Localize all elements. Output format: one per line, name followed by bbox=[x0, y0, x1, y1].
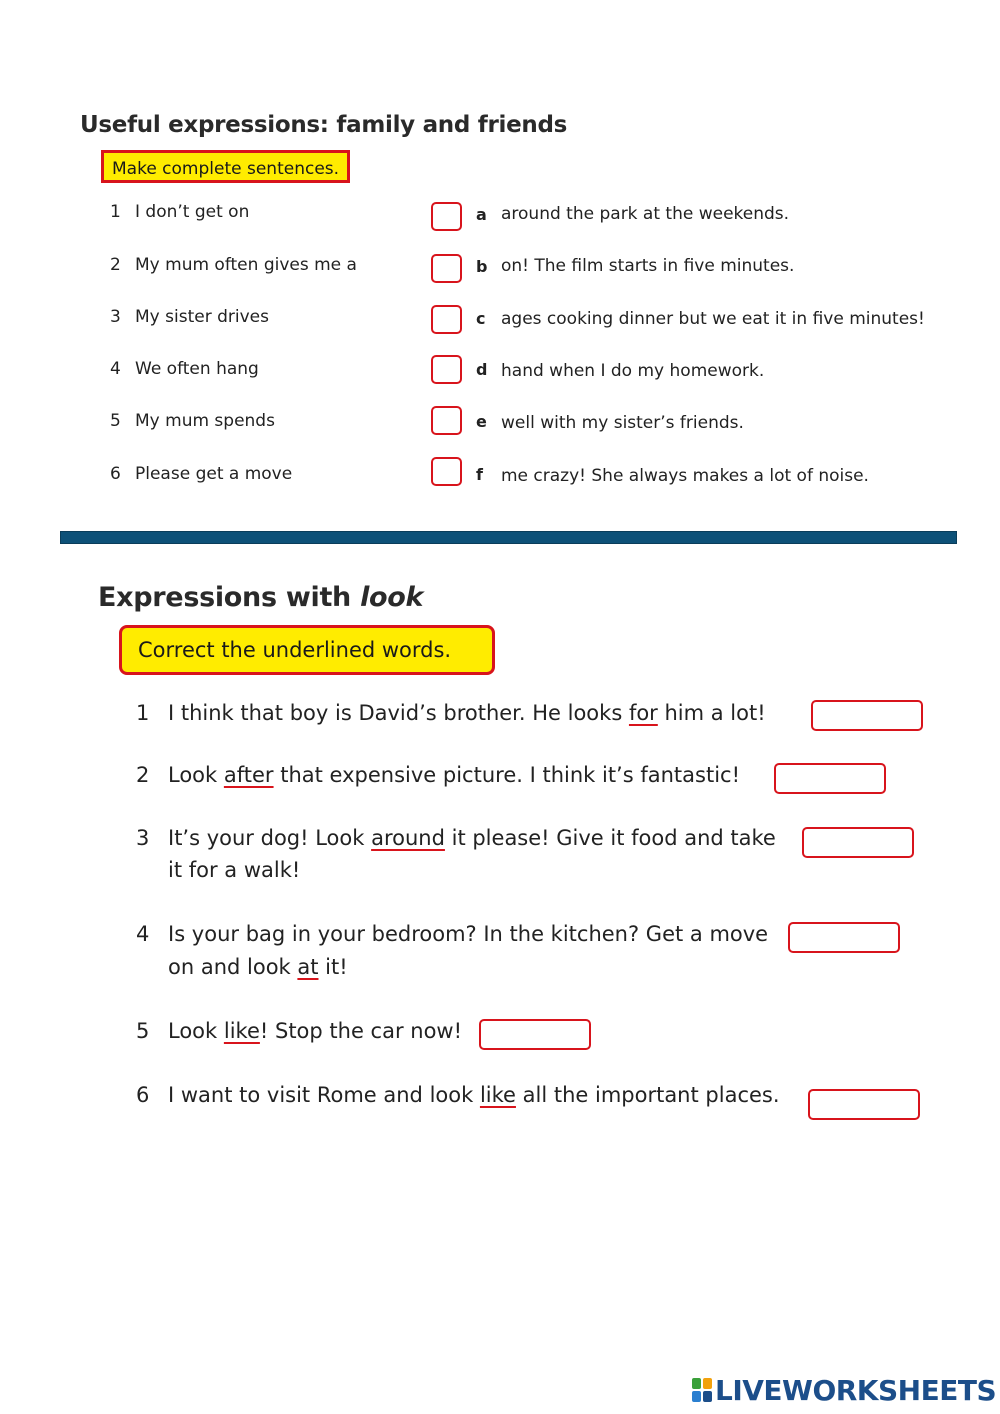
underlined-word: for bbox=[628, 701, 658, 725]
underlined-word: after bbox=[223, 763, 274, 787]
logo-icon bbox=[692, 1378, 712, 1402]
sentence-start: My sister drives bbox=[135, 307, 269, 327]
answer-box-5[interactable] bbox=[431, 406, 462, 435]
item-number: 6 bbox=[110, 464, 121, 484]
liveworksheets-logo bbox=[692, 1375, 996, 1405]
underlined-word: around bbox=[371, 826, 445, 850]
sentence: Is your bag in your bedroom? In the kitchen? Get a move bbox=[168, 922, 769, 946]
sentence-start: Please get a move bbox=[135, 464, 293, 484]
sentence-start: We often hang bbox=[135, 359, 259, 379]
sentence-continuation: it for a walk! bbox=[168, 858, 301, 882]
ending-letter: a bbox=[476, 205, 487, 224]
answer-field-5[interactable] bbox=[479, 1019, 591, 1050]
underlined-word: like bbox=[479, 1083, 516, 1107]
item-number: 5 bbox=[110, 411, 121, 431]
sentence: Look after that expensive picture. I think it’s fantastic! bbox=[168, 763, 740, 787]
answer-box-6[interactable] bbox=[431, 457, 462, 486]
answer-field-1[interactable] bbox=[811, 700, 923, 731]
section1-title: Useful expressions: family and friends bbox=[80, 112, 567, 138]
section1-instruction: Make complete sentences. bbox=[101, 150, 350, 183]
sentence-ending: around the park at the weekends. bbox=[501, 204, 790, 224]
answer-box-3[interactable] bbox=[431, 305, 462, 334]
sentence-start: I don’t get on bbox=[135, 202, 250, 222]
item-number: 3 bbox=[110, 307, 121, 327]
logo-text: LIVEWORKSHEETS bbox=[715, 1373, 997, 1407]
section2-instruction: Correct the underlined words. bbox=[119, 625, 495, 675]
sentence: It’s your dog! Look around it please! Give it food and take bbox=[168, 826, 776, 850]
item-number: 5 bbox=[136, 1019, 150, 1043]
item-number: 2 bbox=[110, 255, 121, 275]
underlined-word: at bbox=[297, 955, 319, 979]
sentence-start: My mum often gives me a bbox=[135, 255, 357, 275]
sentence-ending: ages cooking dinner but we eat it in five minutes! bbox=[501, 309, 925, 329]
answer-box-2[interactable] bbox=[431, 254, 462, 283]
item-number: 2 bbox=[136, 763, 150, 787]
answer-field-6[interactable] bbox=[808, 1089, 920, 1120]
answer-field-4[interactable] bbox=[788, 922, 900, 953]
answer-box-1[interactable] bbox=[431, 202, 462, 231]
underlined-word: like bbox=[223, 1019, 260, 1043]
sentence-ending: well with my sister’s friends. bbox=[501, 413, 744, 433]
item-number: 1 bbox=[110, 202, 121, 222]
title-italic-word: look bbox=[360, 582, 424, 613]
item-number: 3 bbox=[136, 826, 150, 850]
ending-letter: f bbox=[476, 465, 483, 484]
answer-field-3[interactable] bbox=[802, 827, 914, 858]
ending-letter: c bbox=[476, 309, 486, 328]
answer-box-4[interactable] bbox=[431, 355, 462, 384]
sentence-continuation: on and look at it! bbox=[168, 955, 348, 979]
sentence-ending: me crazy! She always makes a lot of noise. bbox=[501, 466, 869, 486]
section-divider bbox=[60, 531, 957, 544]
item-number: 1 bbox=[136, 701, 150, 725]
item-number: 4 bbox=[136, 922, 150, 946]
sentence: I want to visit Rome and look like all the important places. bbox=[168, 1083, 780, 1107]
sentence: I think that boy is David’s brother. He looks for him a lot! bbox=[168, 701, 766, 725]
ending-letter: e bbox=[476, 412, 487, 431]
answer-field-2[interactable] bbox=[774, 763, 886, 794]
sentence-ending: on! The film starts in five minutes. bbox=[501, 256, 795, 276]
ending-letter: d bbox=[476, 360, 488, 379]
sentence-ending: hand when I do my homework. bbox=[501, 361, 765, 381]
section2-title: Expressions with look bbox=[98, 582, 424, 613]
ending-letter: b bbox=[476, 257, 488, 276]
item-number: 6 bbox=[136, 1083, 150, 1107]
sentence-start: My mum spends bbox=[135, 411, 275, 431]
sentence: Look like! Stop the car now! bbox=[168, 1019, 463, 1043]
item-number: 4 bbox=[110, 359, 121, 379]
